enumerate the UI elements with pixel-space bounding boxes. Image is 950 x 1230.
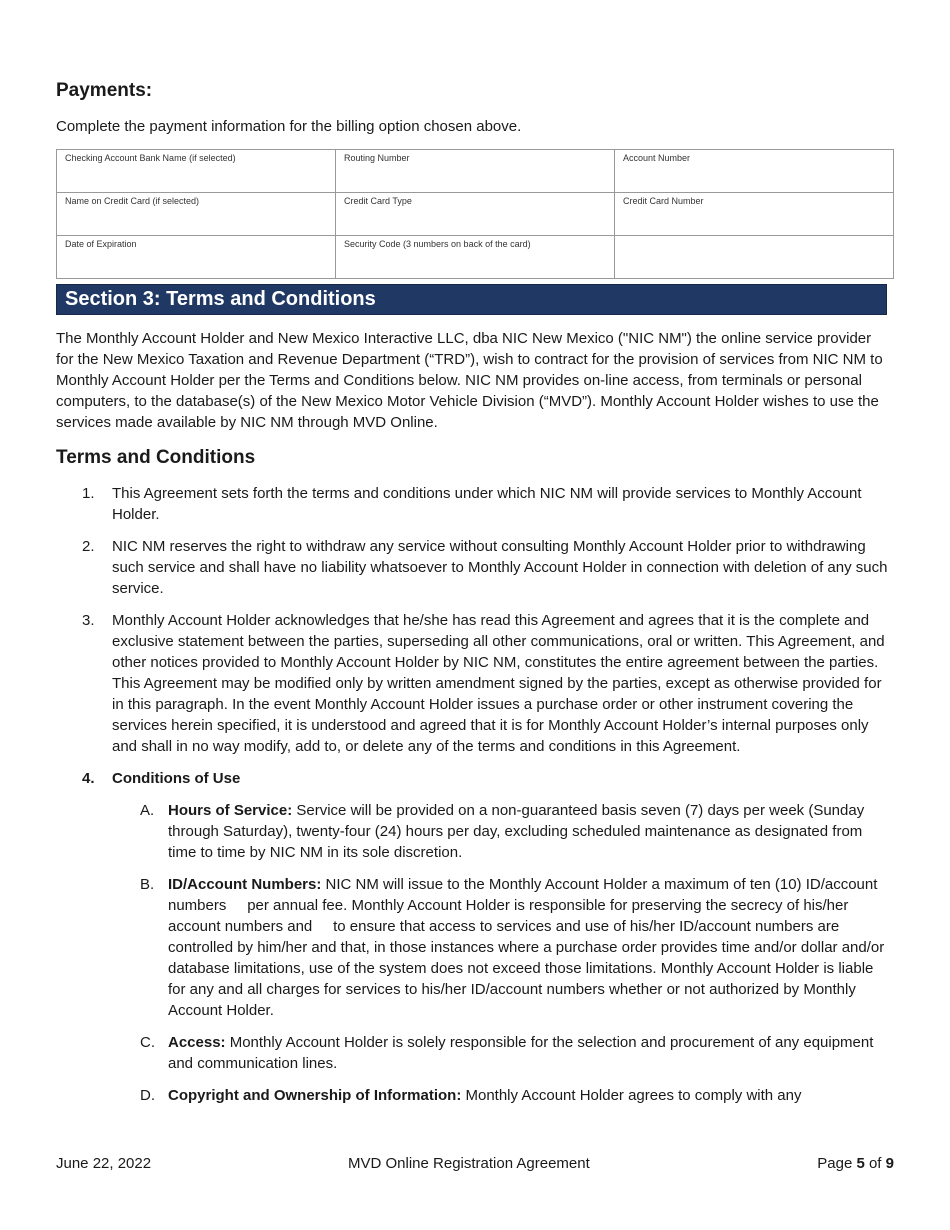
item-text: This Agreement sets forth the terms and conditions under which NIC NM will provide services to Monthly Account Holder.: [112, 485, 862, 523]
table-row: [57, 236, 894, 279]
item-number: 4.: [82, 770, 95, 787]
sub-list-item: [56, 1032, 894, 1074]
security-code-field[interactable]: Security Code (3 numbers on back of the card): [336, 236, 615, 279]
payments-intro: Complete the payment information for the billing option chosen above.: [56, 118, 522, 135]
list-item: [56, 768, 894, 789]
sub-item-label: Access:: [168, 1034, 226, 1051]
sub-item-text: Service will be provided on a non-guaranteed basis seven (7) days per week (Sunday through Saturday), twenty-four (24) hours per day, excluding scheduled maintenance as designated from time to time by NIC NM in its sole discretion.: [168, 802, 865, 861]
sub-item-label: Hours of Service:: [168, 802, 293, 819]
item-number: 3.: [82, 612, 95, 629]
sub-item-label: Copyright and Ownership of Information:: [168, 1087, 462, 1104]
item-text: NIC NM reserves the right to withdraw any service without consulting Monthly Account Holder prior to withdrawing such service and shall have no liability whatsoever to Monthly Account Holder in connection with deletion of any such service.: [112, 538, 888, 597]
name-on-card-field[interactable]: Name on Credit Card (if selected): [57, 193, 336, 236]
footer-title: MVD Online Registration Agreement: [348, 1155, 590, 1172]
item-number: 1.: [82, 485, 95, 502]
list-item: [56, 483, 894, 525]
item-text: Conditions of Use: [112, 770, 241, 787]
page-total: 9: [885, 1155, 894, 1172]
page-prefix: Page: [817, 1155, 857, 1172]
footer-page-number: [817, 1155, 894, 1172]
list-item: [56, 610, 894, 757]
sub-item-label: ID/Account Numbers:: [168, 876, 322, 893]
sub-item-letter: B.: [140, 876, 155, 893]
sub-item-letter: A.: [140, 802, 155, 819]
footer-date: June 22, 2022: [56, 1155, 152, 1172]
sub-list-item: [56, 874, 894, 1021]
list-item: [56, 536, 894, 599]
page-of: of: [864, 1155, 886, 1172]
sub-list-item: [56, 800, 894, 863]
section-intro-paragraph: The Monthly Account Holder and New Mexico Interactive LLC, dba NIC New Mexico ("NIC NM") the online service provider for the New Mexico Taxation and Revenue Department (“TRD”), wish to contract for the provision of services from NIC NM to Monthly Account Holder per the Terms and Conditions below. NIC NM provides on-line access, from terminals or personal computers, to the database(s) of the New Mexico Motor Vehicle Division (“MVD”). Monthly Account Holder wishes to use the services made available by NIC NM through MVD Online.: [56, 330, 883, 431]
page-current: 5: [856, 1155, 865, 1172]
terms-heading: Terms and Conditions: [56, 447, 256, 468]
terms-list: [56, 483, 894, 1117]
card-number-field[interactable]: Credit Card Number: [615, 193, 894, 236]
item-text: Monthly Account Holder acknowledges that he/she has read this Agreement and agrees that it is the complete and exclusive statement between the parties, superseding all other communications, oral or written. This Agreement, and other notices provided to Monthly Account Holder by NIC NM, constitutes the entire agreement between the parties. This Agreement may be modified only by written amendment signed by the parties, except as otherwise provided for in this paragraph. In the event Monthly Account Holder issues a purchase order or other instrument covering the services herein specified, it is understood and agreed that it is for Monthly Account Holder’s internal purposes only and shall in no way modify, add to, or delete any of the terms and conditions in this Agreement.: [112, 612, 885, 755]
routing-number-field[interactable]: Routing Number: [336, 150, 615, 193]
item-number: 2.: [82, 538, 95, 555]
payments-heading: Payments:: [56, 80, 153, 101]
expiration-date-field[interactable]: Date of Expiration: [57, 236, 336, 279]
table-row: [57, 193, 894, 236]
sub-item-letter: D.: [140, 1087, 155, 1104]
sub-item-text: Monthly Account Holder is solely responsible for the selection and procurement of any equipment and communication lines.: [168, 1034, 874, 1072]
bank-name-field[interactable]: Checking Account Bank Name (if selected): [57, 150, 336, 193]
sub-item-text: NIC NM will issue to the Monthly Account Holder a maximum of ten (10) ID/account numbers per annual fee. Monthly Account Holder is responsible for preserving the secrecy of his/her account numbers and to ensure that access to services and use of his/her ID/account numbers are controlled by him/her and that, in those instances where a purchase order provides time and/or dollar and/or database limitations, use of the system does not exceed those limitations. Monthly Account Holder is liable for any and all charges for services to his/her ID/account numbers whether or not authorized by Monthly Account Holder.: [168, 876, 889, 1019]
card-type-field[interactable]: Credit Card Type: [336, 193, 615, 236]
account-number-field[interactable]: Account Number: [615, 150, 894, 193]
sub-item-letter: C.: [140, 1034, 155, 1051]
sub-item-text: Monthly Account Holder agrees to comply with any: [461, 1087, 802, 1104]
section-3-heading: Section 3: Terms and Conditions: [56, 284, 887, 315]
empty-cell: [615, 236, 894, 279]
table-row: [57, 150, 894, 193]
payment-info-table: [56, 149, 894, 279]
sub-list-item: [56, 1085, 894, 1106]
